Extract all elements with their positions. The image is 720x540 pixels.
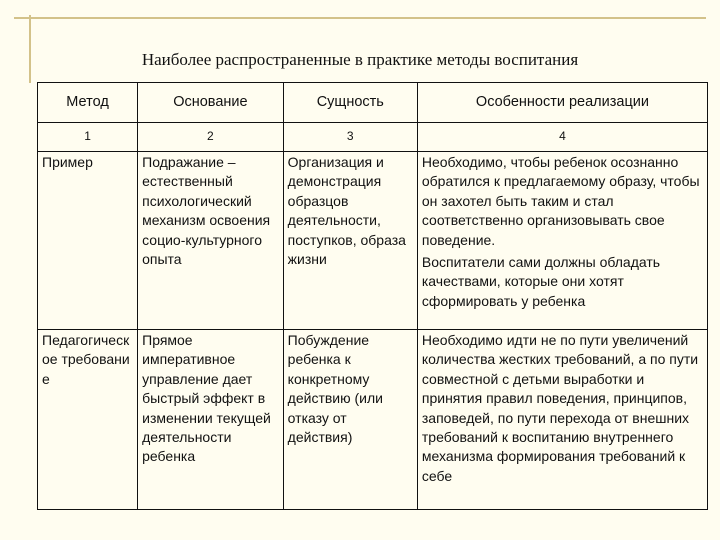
header-essence: Сущность [283, 83, 417, 123]
method-cell: Педагогическое требование [38, 330, 138, 510]
features-cell [417, 152, 707, 330]
essence-cell: Организация и демонстрация образцов деятельности, поступков, образа жизни [283, 152, 417, 330]
header-features: Особенности реализации [417, 83, 707, 123]
features-extra-text: Воспитатели сами должны обладать качествами, которые они хотят сформировать у ребенка [421, 254, 661, 309]
essence-cell: Побуждение ребенка к конкретному действию (или отказу от действия) [283, 330, 417, 510]
table-number-row [38, 123, 708, 152]
column-number-4: 4 [417, 123, 707, 152]
header-method: Метод [38, 83, 138, 123]
header-basis: Основание [138, 83, 284, 123]
decorative-top-line [14, 17, 706, 19]
column-number-3: 3 [283, 123, 417, 152]
features-cell: Необходимо идти не по пути увеличений количества жестких требований, а по пути совместной с детьми выработки и принятия правил поведения, принципов, заповедей, по пути перехода от внешних требований к воспитанию внутреннего механизма формирования требований к себе [417, 330, 707, 510]
features-text: Необходимо, чтобы ребенок осознанно обратился к предлагаемому образу, чтобы он захотел быть таким и стал соответственно организовывать свое поведение. [421, 154, 700, 248]
basis-cell: Прямое императивное управление дает быстрый эффект в изменении текущей деятельности ребенка [138, 330, 284, 510]
methods-table [37, 82, 708, 510]
column-number-1: 1 [38, 123, 138, 152]
method-cell: Пример [38, 152, 138, 330]
basis-cell: Подражание – естественный психологический механизм освоения социо-культурного опыта [138, 152, 284, 330]
table-header-row [38, 83, 708, 123]
column-number-2: 2 [138, 123, 284, 152]
table-row [38, 330, 708, 510]
page-title: Наиболее распространенные в практике методы воспитания [141, 50, 579, 69]
table-row [38, 152, 708, 330]
decorative-left-line [29, 15, 31, 83]
